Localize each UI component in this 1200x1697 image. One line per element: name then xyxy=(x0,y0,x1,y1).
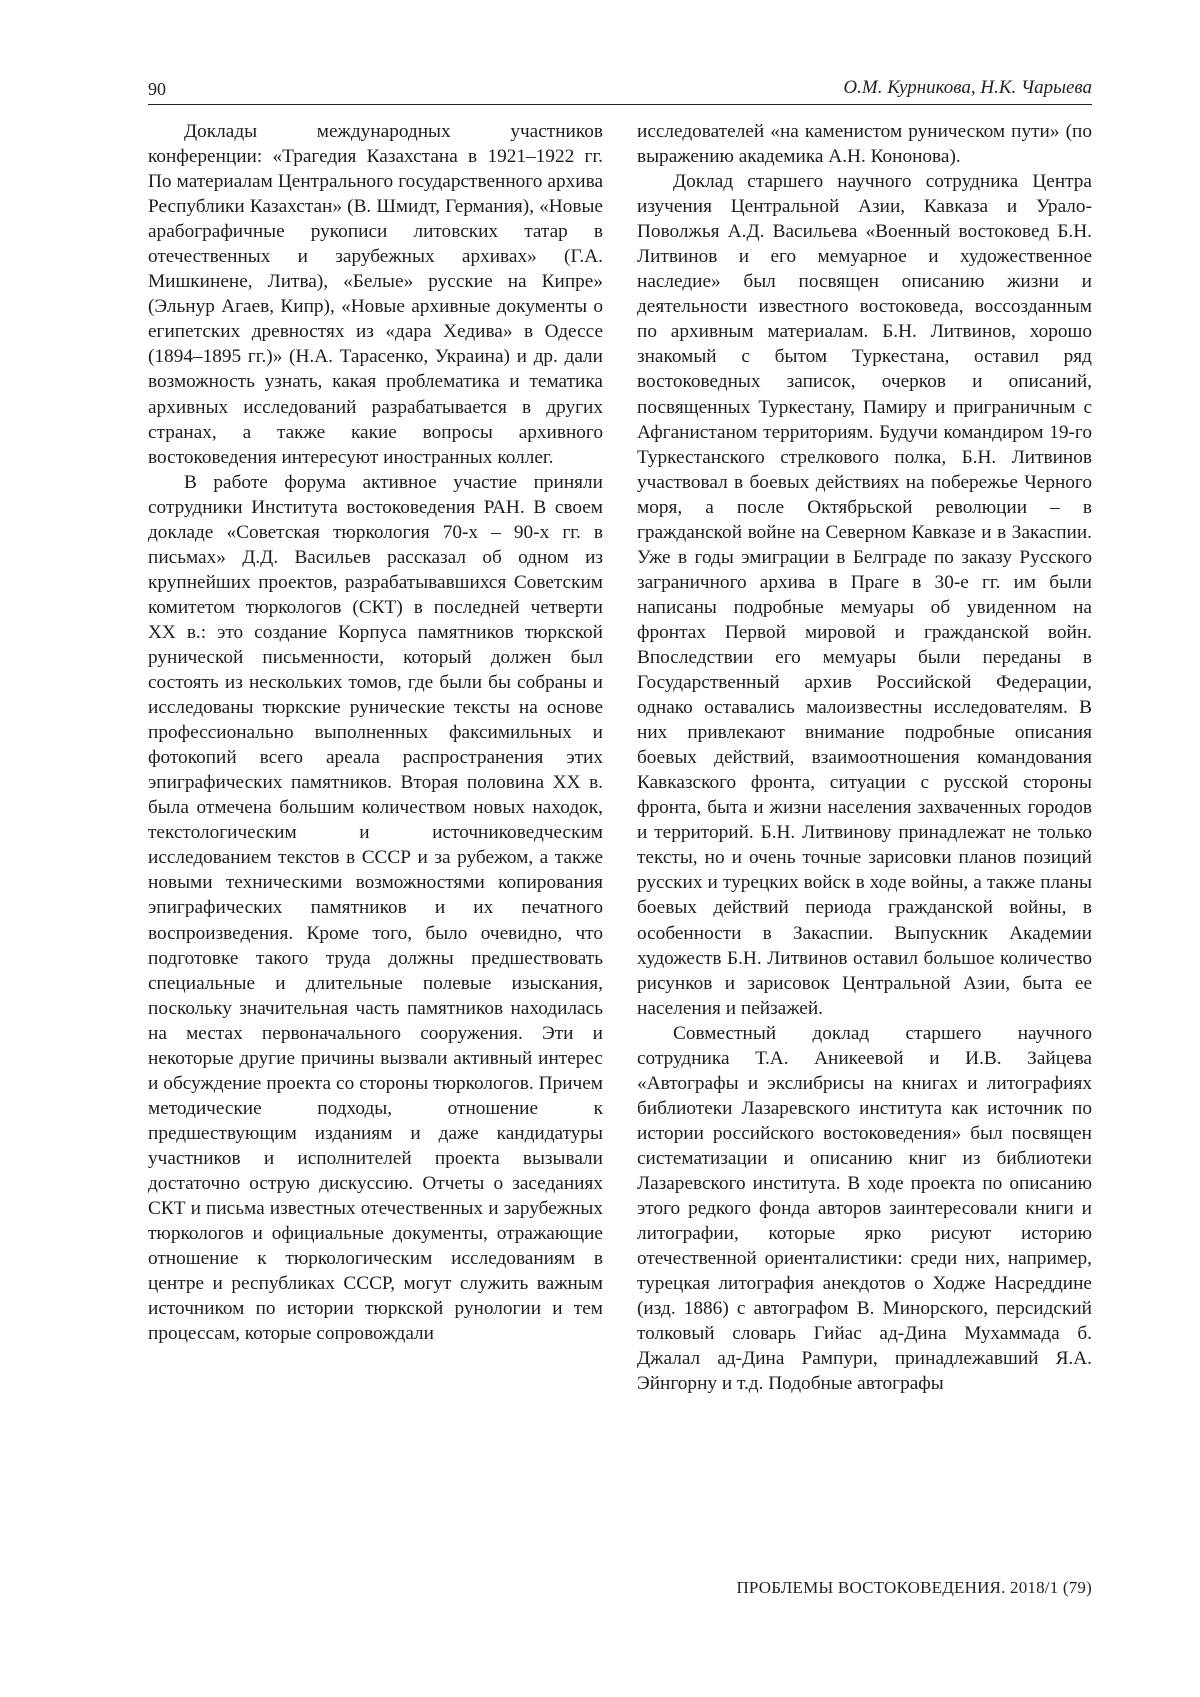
paragraph-continuation: исследователей «на каменистом руническом пути» (по выражению академика А.Н. Кононова). xyxy=(637,121,1092,168)
page-number: 90 xyxy=(148,79,166,99)
paragraph: В работе форума активное участие приняли сотрудники Института востоковедения РАН. В своем докладе «Советская тюркология 70-х – 90-х гг. в письмах» Д.Д. Васильев рассказал об одном из крупнейших проектов, разрабатывавшихся Советским комитетом тюркологов (СКТ) в последней четверти XX в.: это создание Корпуса памятников тюркской рунической письменности, который должен был состоять из нескольких томов, где были бы собраны и исследованы тюркские рунические тексты на основе профессионально выполненных факсимильных и фотокопий всего ареала распространения этих эпиграфических памятников. Вторая половина XX в. была отмечена большим количеством новых находок, текстологическим и источниковедческим исследованием текстов в СССР и за рубежом, а также новыми техническими возможностями копирования эпиграфических памятников и их печатного воспроизведения. Кроме того, было очевидно, что подготовке такого труда должны предшествовать специальные и длительные полевые изыскания, поскольку значительная часть памятников находилась на местах первоначального сооружения. Эти и некоторые другие причины вызвали активный интерес и обсуждение проекта со стороны тюркологов. Причем методические подходы, отношение к предшествующим изданиям и даже кандидатуры участников и исполнителей проекта вызывали достаточно острую дискуссию. Отчеты о заседаниях СКТ и письма известных отечественных и зарубежных тюркологов и официальные документы, отражающие отношение к тюркологическим исследованиям в центре и республиках СССР, могут служить важным источником по истории тюркской рунологии и тем процессам, которые сопровождали xyxy=(148,471,603,1345)
running-head-authors: О.М. Курникова, Н.К. Чарыева xyxy=(843,77,1092,98)
right-column xyxy=(637,119,1092,1396)
paragraph: Доклады международных участников конференции: «Трагедия Казахстана в 1921–1922 гг. По материалам Центрального государственного архива Республики Казахстан» (В. Шмидт, Германия), «Новые арабографичные рукописи литовских татар в отечественных и зарубежных архивах» (Г.А. Мишкинене, Литва), «Белые» русские на Кипре» (Эльнур Агаев, Кипр), «Новые архивные документы о египетских древностях из «дара Хедива» в Одессе (1894–1895 гг.)» (Н.А. Тарасенко, Украина) и др. дали возможность узнать, какая проблематика и тематика архивных исследований разрабатывается в других странах, а также какие вопросы архивного востоковедения интересуют иностранных коллег. xyxy=(148,121,603,468)
left-column xyxy=(148,119,603,1346)
paragraph: Совместный доклад старшего научного сотрудника Т.А. Аникеевой и И.В. Зайцева «Автографы и экслибрисы на книгах и литографиях библиотеки Лазаревского института как источник по истории российского востоковедения» был посвящен систематизации и описанию книг из библиотеки Лазаревского института. В ходе проекта по описанию этого редкого фонда авторов заинтересовали книги и литографии, которые ярко рисуют историю отечественной ориенталистики: среди них, например, турецкая литография анекдотов о Ходже Насреддине (изд. 1886) с автографом В. Минорского, персидский толковый словарь Гийас ад-Дина Мухаммада б. Джалал ад-Дина Рампури, принадлежавший Я.А. Эйнгорну и т.д. Подобные автографы xyxy=(637,1022,1092,1395)
running-header xyxy=(148,76,1092,105)
journal-footer: ПРОБЛЕМЫ ВОСТОКОВЕДЕНИЯ. 2018/1 (79) xyxy=(736,1578,1092,1597)
paragraph: Доклад старшего научного сотрудника Центра изучения Центральной Азии, Кавказа и Урало-Поволжья А.Д. Васильева «Военный востоковед Б.Н. Литвинов и его мемуарное и художественное наследие» был посвящен описанию жизни и деятельности известного востоковеда, воссозданным по архивным материалам. Б.Н. Литвинов, хорошо знакомый с бытом Туркестана, оставил ряд востоковедных записок, очерков и описаний, посвященных Туркестану, Памиру и приграничным с Афганистаном территориям. Будучи командиром 19-го Туркестанского стрелкового полка, Б.Н. Литвинов участвовал в боевых действиях на побережье Черного моря, а после Октябрьской революции – в гражданской войне на Северном Кавказе и в Закаспии. Уже в годы эмиграции в Белграде по заказу Русского заграничного архива в Праге в 30-е гг. им были написаны подробные мемуары об увиденном на фронтах Первой мировой и гражданской войн. Впоследствии его мемуары были переданы в Государственный архив Российской Федерации, однако оставались малоизвестны исследователям. В них привлекают внимание подробные описания боевых действий, взаимоотношения командования Кавказского фронта, ситуации с русской стороны фронта, быта и жизни населения захваченных городов и территорий. Б.Н. Литвинову принадлежат не только тексты, но и очень точные зарисовки планов позиций русских и турецких войск в ходе войны, а также планы боевых действий периода гражданской войны, в особенности в Закаспии. Выпускник Академии художеств Б.Н. Литвинов оставил большое количество рисунков и зарисовок Центральной Азии, быта ее населения и пейзажей. xyxy=(637,171,1092,1019)
